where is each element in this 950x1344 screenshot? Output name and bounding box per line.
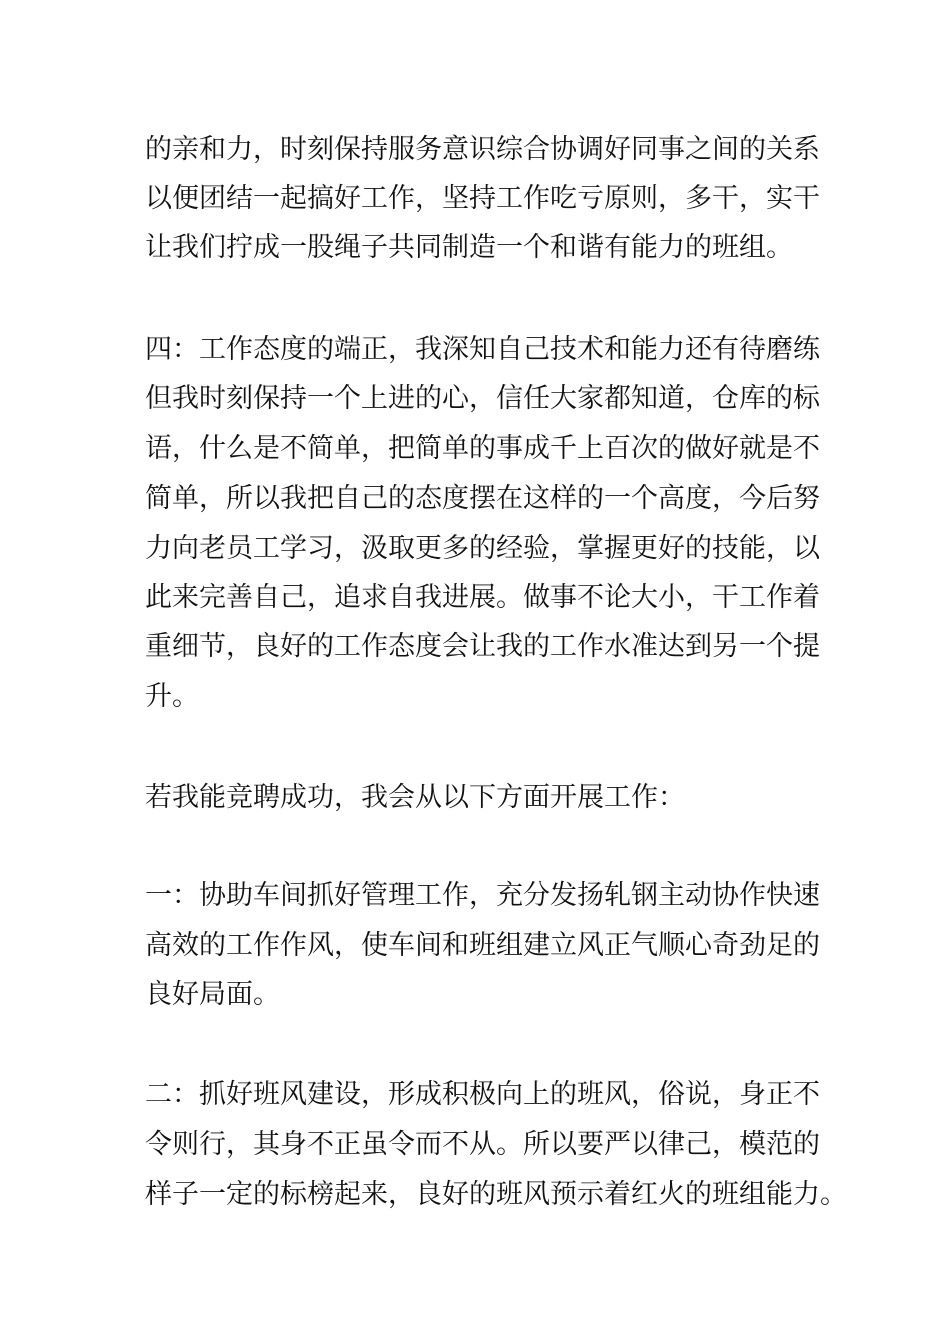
paragraph-2-line-7: 重细节，良好的工作态度会让我的工作水准达到另一个提 [145,631,820,662]
paragraph-4-line-2: 高效的工作作风，使车间和班组建立风正气顺心奇劲足的 [145,930,820,961]
paragraph-1-line-1: 的亲和力，时刻保持服务意识综合协调好同事之间的关系 [145,134,820,165]
paragraph-5-line-1: 二：抓好班风建设，形成积极向上的班风，俗说，身正不 [145,1079,820,1110]
paragraph-2-line-2: 但我时刻保持一个上进的心，信任大家都知道，仓库的标 [145,383,820,414]
paragraph-2-line-6: 此来完善自己，追求自我进展。做事不论大小，干工作着 [145,582,820,613]
paragraph-2-line-5: 力向老员工学习，汲取更多的经验，掌握更好的技能，以 [145,533,820,564]
paragraph-3-line-1: 若我能竞聘成功，我会从以下方面开展工作： [145,782,685,813]
paragraph-4-line-1: 一：协助车间抓好管理工作，充分发扬轧钢主动协作快速 [145,880,820,911]
paragraph-2-line-1: 四：工作态度的端正，我深知自己技术和能力还有待磨练 [145,334,820,365]
paragraph-2-line-3: 语，什么是不简单，把简单的事成千上百次的做好就是不 [145,433,820,464]
paragraph-1-line-2: 以便团结一起搞好工作，坚持工作吃亏原则，多干，实干 [145,183,820,214]
paragraph-1-line-3: 让我们拧成一股绳子共同制造一个和谐有能力的班组。 [145,232,793,263]
paragraph-5-line-2: 令则行，其身不正虽令而不从。所以要严以律己，模范的 [145,1129,820,1160]
paragraph-2-line-8: 升。 [145,681,199,712]
paragraph-5-line-3: 样子一定的标榜起来，良好的班风预示着红火的班组能力。 [145,1179,847,1210]
paragraph-2-line-4: 简单，所以我把自己的态度摆在这样的一个高度，今后努 [145,483,820,514]
paragraph-4-line-3: 良好局面。 [145,979,280,1010]
